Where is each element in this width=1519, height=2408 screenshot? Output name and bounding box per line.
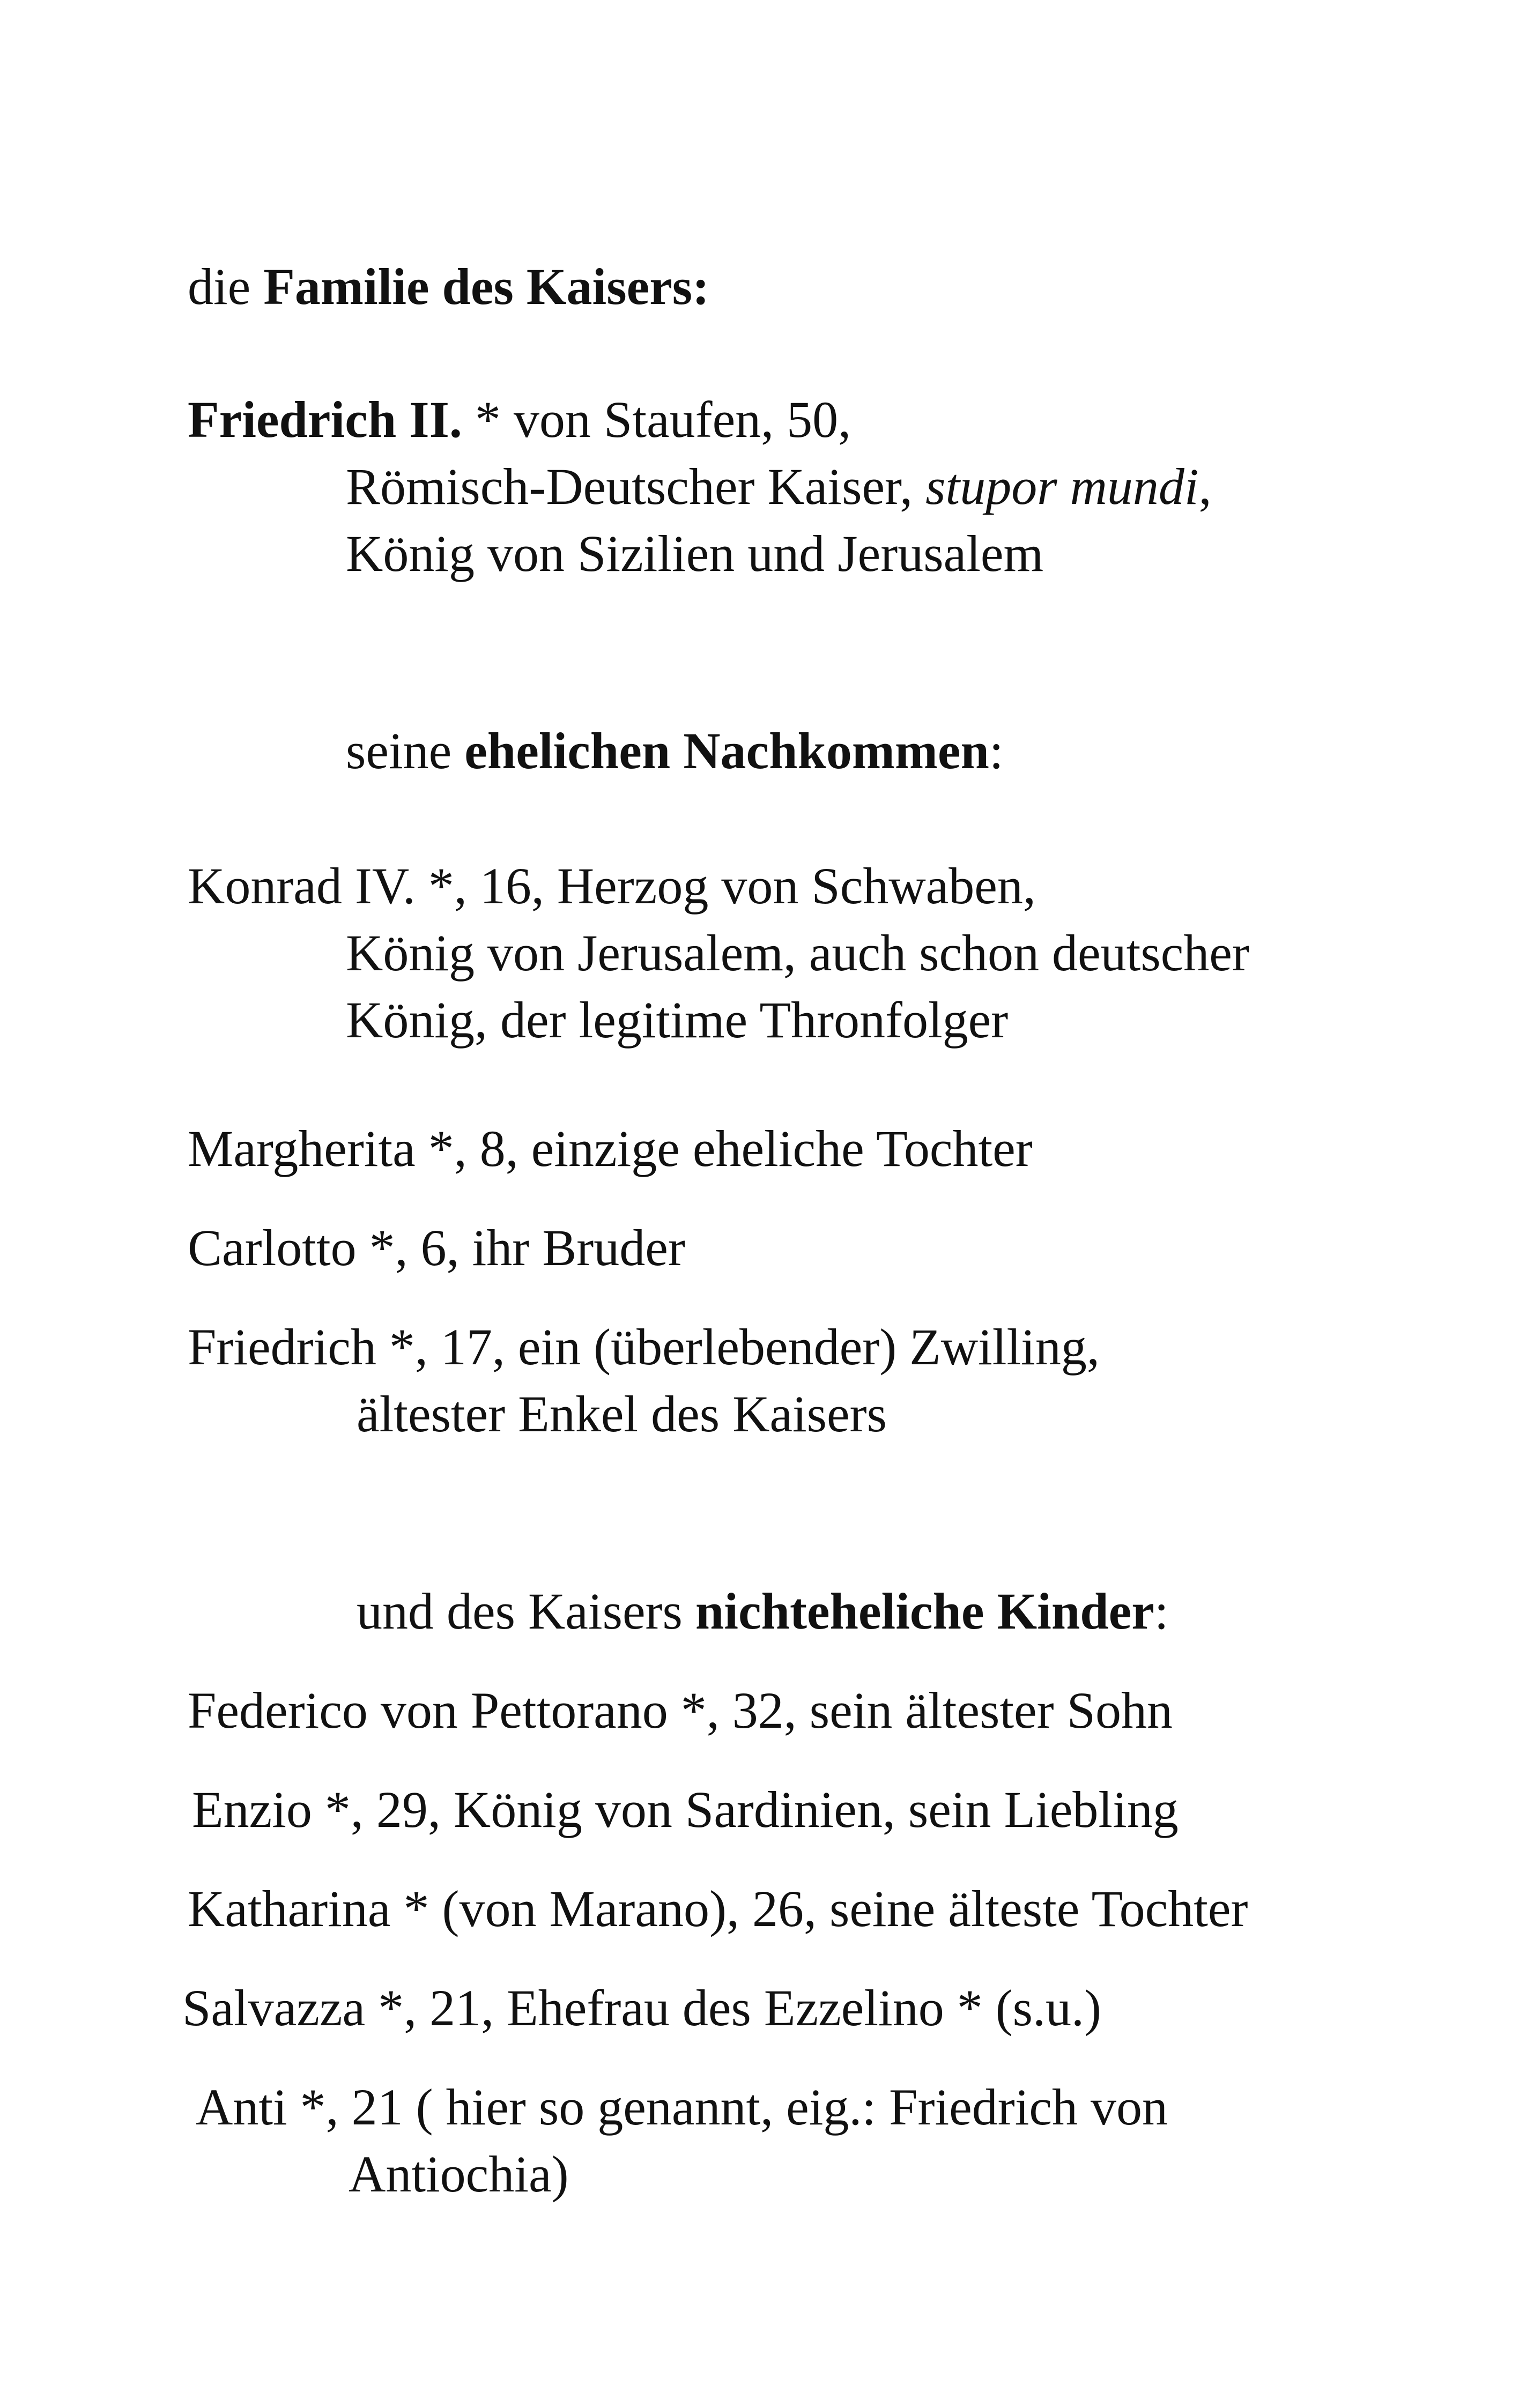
illegit-heading-post: : [1154,1582,1169,1640]
entry-carlotto: Carlotto *, 6, ihr Bruder [188,1219,685,1276]
illegit-heading-prefix: und des Kaisers [357,1582,695,1640]
entry-konrad-line3: König, der legitime Thronfolger [346,991,1009,1049]
entry-friedrich-line2: ältester Enkel des Kaisers [357,1385,887,1443]
entry-friedrich-ii-line2 [346,458,1212,515]
legit-heading-prefix: seine [346,722,465,779]
friedrich-ii-line2-post: , [1198,458,1212,515]
entry-enzio: Enzio *, 29, König von Sardinien, sein Liebling [192,1781,1179,1838]
friedrich-ii-line1-rest: * von Staufen, 50, [462,391,851,448]
section-heading-family [188,258,710,315]
section-heading-illegitimate [357,1582,1169,1640]
entry-salvazza: Salvazza *, 21, Ehefrau des Ezzelino * (s.u.) [182,1979,1101,2037]
entry-friedrich-ii-line3: König von Sizilien und Jerusalem [346,525,1044,582]
entry-anti-line1: Anti *, 21 ( hier so genannt, eig.: Friedrich von [196,2078,1168,2136]
entry-federico: Federico von Pettorano *, 32, sein ältester Sohn [188,1682,1173,1739]
heading-bold: Familie des Kaisers: [263,258,710,315]
entry-konrad-line2: König von Jerusalem, auch schon deutscher [346,924,1249,982]
entry-anti-line2: Antiochia) [349,2145,569,2203]
entry-konrad-line1: Konrad IV. *, 16, Herzog von Schwaben, [188,857,1036,915]
entry-friedrich-line1: Friedrich *, 17, ein (überlebender) Zwilling, [188,1318,1100,1376]
entry-katharina: Katharina * (von Marano), 26, seine älteste Tochter [188,1880,1248,1937]
friedrich-ii-title: Römisch-Deutscher Kaiser, [346,458,926,515]
heading-prefix: die [188,258,264,315]
legit-heading-post: : [989,722,1004,779]
legit-heading-bold: ehelichen Nachkommen [464,722,989,779]
illegit-heading-bold: nichteheliche Kinder [695,1582,1154,1640]
entry-friedrich-ii-line1 [188,391,851,448]
section-heading-legitimate [346,722,1004,779]
friedrich-ii-epithet: stupor mundi [925,458,1199,515]
entry-margherita: Margherita *, 8, einzige eheliche Tochter [188,1120,1033,1177]
friedrich-ii-name: Friedrich II. [188,391,462,448]
